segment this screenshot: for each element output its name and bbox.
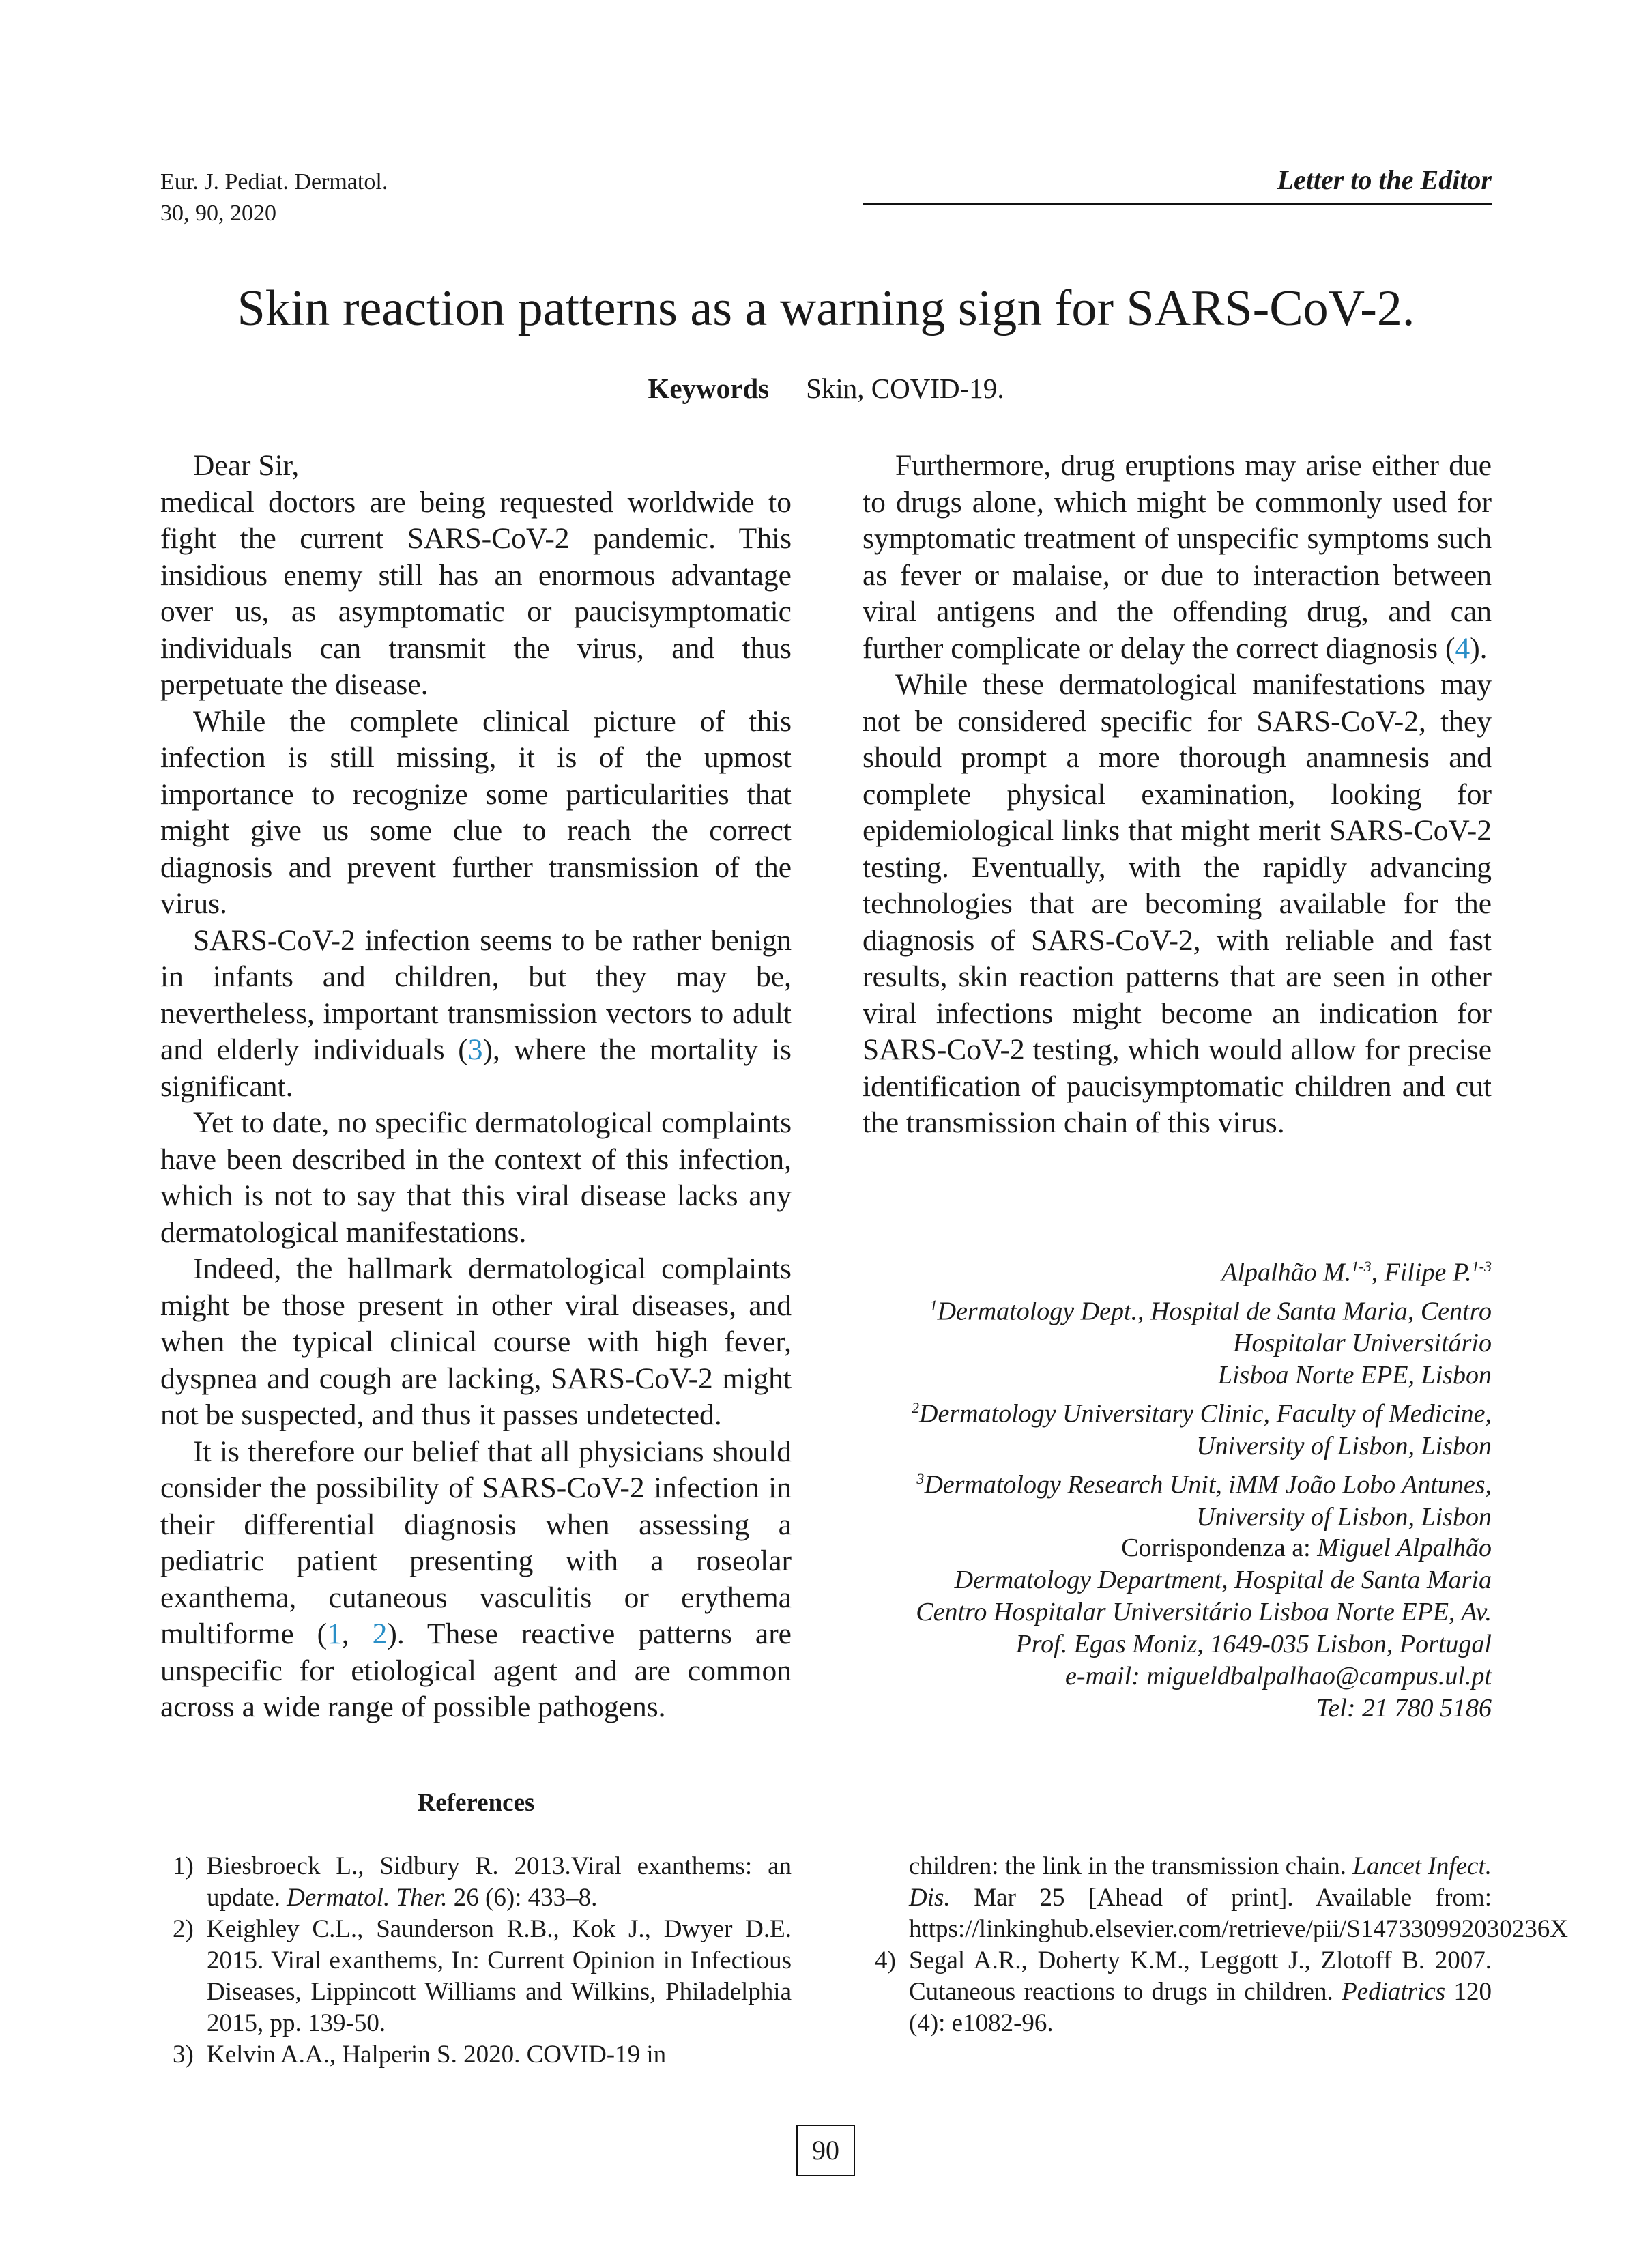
left-column — [160, 448, 792, 1726]
keywords-line — [0, 372, 1652, 405]
paragraph: While these dermatological manifestations may not be considered specific for SARS-CoV-2, they should prompt a more thorough anamnesis and complete physical examination, looking for epidemiological links that might merit SARS-CoV-2 testing. Eventually, with the rapidly advancing technologies that are becoming available for the diagnosis of SARS-CoV-2, with reliable and fast results, skin reaction patterns that are seen in other viral infections might become an indication for SARS-CoV-2 testing, which would allow for precise identification of paucisymptomatic children and cut the transmission chain of this virus. — [863, 668, 1492, 1139]
paragraph: While the complete clinical picture of this infection is still missing, it is of the upmost importance to recognize some particularities that might give us some clue to reach the correct diagnosis and prevent further transmission of the virus. — [160, 704, 792, 920]
reference-item: 2) Keighley C.L., Saunderson R.B., Kok J., Dwyer D.E. 2015. Viral exanthems, In: Current Opinion in Infectious Diseases, Lippincott Williams and Wilkins, Philadelphia 2015, pp. 139-50. — [173, 1915, 792, 2037]
correspondence-email[interactable]: e-mail: migueldbalpalhao@campus.ul.pt — [1065, 1662, 1492, 1691]
paragraph: SARS-CoV-2 infection seems to be rather benign in infants and children, but they may be, nevertheless, important transmission vectors to adult and elderly individuals (3), where the mortality is significant. — [160, 923, 792, 1103]
right-column — [863, 448, 1492, 1142]
reference-item: 1) Biesbroeck L., Sidbury R. 2013.Viral exanthems: an update. Dermatol. Ther. 26 (6): 433–8. — [173, 1852, 792, 1912]
keywords-label: Keywords — [648, 373, 770, 404]
author-affiliations: Alpalhão M.$^{1-3}$, Filipe P.$^{1-3}$ $^1$Dermatology Dept., Hospital de Santa Maria, Centro Hospitalar Universitário Lisboa Norte EPE, Lisbon $^2$Dermatology Universitary Clinic, Faculty of Medicine, University of Lisbon, Lisbon $^3$Dermatology Research Unit, iMM João Lobo Antunes, University of Lisbon, Lisbon — [843, 1250, 1492, 1534]
journal-citation — [160, 167, 388, 229]
reference-item: 3) Kelvin A.A., Halperin S. 2020. COVID-19 in — [173, 2041, 667, 2069]
paragraph: Yet to date, no specific dermatological complaints have been described in the context of this infection, which is not to say that this viral disease lacks any dermatological manifestations. — [160, 1106, 792, 1249]
journal-volume: 30, 90, 2020 — [160, 201, 276, 226]
affiliation-3: $^3$Dermatology Research Unit, iMM João Lobo Antunes, — [916, 1469, 1492, 1499]
citation-link[interactable]: 1 — [327, 1618, 342, 1650]
journal-name: Eur. J. Pediat. Dermatol. — [160, 169, 388, 195]
references-heading: References — [417, 1789, 535, 1817]
affiliation-2: $^2$Dermatology Universitary Clinic, Faculty of Medicine, — [912, 1399, 1492, 1428]
paragraph: It is therefore our belief that all physicians should consider the possibility of SARS-CoV-2 infection in their differential diagnosis when assessing a pediatric patient presenting with a roseolar exanthema, cutaneous vasculitis or erythema multiforme (1, 2). These reactive patterns are unspecific for etiological agent and are common across a wide range of possible pathogens. — [160, 1435, 792, 1723]
reference-item-continued: children: the link in the transmission chain. Lancet Infect. Dis. Mar 25 [Ahead of print]. Available from: https://linkinghub.elsevier.com/retrieve/pii/S147330992030236X — [909, 1852, 1569, 1943]
correspondence-phone: Tel: 21 780 5186 — [1316, 1694, 1492, 1723]
affiliation-1: $^1$Dermatology Dept., Hospital de Santa Maria, Centro — [929, 1296, 1492, 1326]
correspondence-block: Corrispondenza a: Miguel Alpalhão Dermatology Department, Hospital de Santa Maria Centro Hospitalar Universitário Lisboa Norte EPE, Av. Prof. Egas Moniz, 1649-035 Lisbon, Portugal e-mail: migueldbalpalhao@campus.ul.pt Tel: 21 780 5186 — [843, 1532, 1492, 1725]
correspondence-name: Corrispondenza a: Miguel Alpalhão — [1121, 1534, 1492, 1562]
paragraph: Indeed, the hallmark dermatological complaints might be those present in other viral diseases, and when the typical clinical course with high fever, dyspnea and cough are lacking, SARS-CoV-2 might not be suspected, and thus it passes undetected. — [160, 1252, 792, 1431]
page-number: 90 — [796, 2125, 855, 2176]
citation-link[interactable]: 4 — [1455, 631, 1470, 665]
reference-item: 4) Segal A.R., Doherty K.M., Leggott J., Zlotoff B. 2007. Cutaneous reactions to drugs in children. Pediatrics 120 (4): e1082-96. — [875, 1946, 1492, 2037]
paragraph: Furthermore, drug eruptions may arise either due to drugs alone, which might be commonly used for symptomatic treatment of unspecific symptoms such as fever or malaise, or due to interaction between viral antigens and the offending drug, and can further complicate or delay the correct diagnosis (4). — [863, 449, 1492, 665]
article-title: Skin reaction patterns as a warning sign for SARS-CoV-2. — [237, 281, 1415, 336]
section-label: Letter to the Editor — [1277, 164, 1492, 195]
salutation: Dear Sir, — [193, 449, 300, 482]
keywords-value: Skin, COVID-19. — [806, 373, 1004, 404]
references-right — [863, 1851, 1569, 2039]
paragraph: medical doctors are being requested worldwide to fight the current SARS-CoV-2 pandemic. This insidious enemy still has an enormous advantage over us, as asymptomatic or paucisymptomatic individuals can transmit the virus, and thus perpetuate the disease. — [160, 485, 792, 701]
citation-link[interactable]: 3 — [467, 1033, 483, 1066]
references-left — [160, 1851, 792, 2071]
author-line: Alpalhão M.$^{1-3}$, Filipe P.$^{1-3}$ — [1221, 1258, 1492, 1287]
reference-url[interactable]: Mar 25 [Ahead of print]. Available from: https://linkinghub.elsevier.com/retrieve/pii/S147330992030236X — [909, 1884, 1569, 1943]
header-rule — [863, 203, 1492, 205]
citation-link[interactable]: 2 — [372, 1618, 388, 1650]
